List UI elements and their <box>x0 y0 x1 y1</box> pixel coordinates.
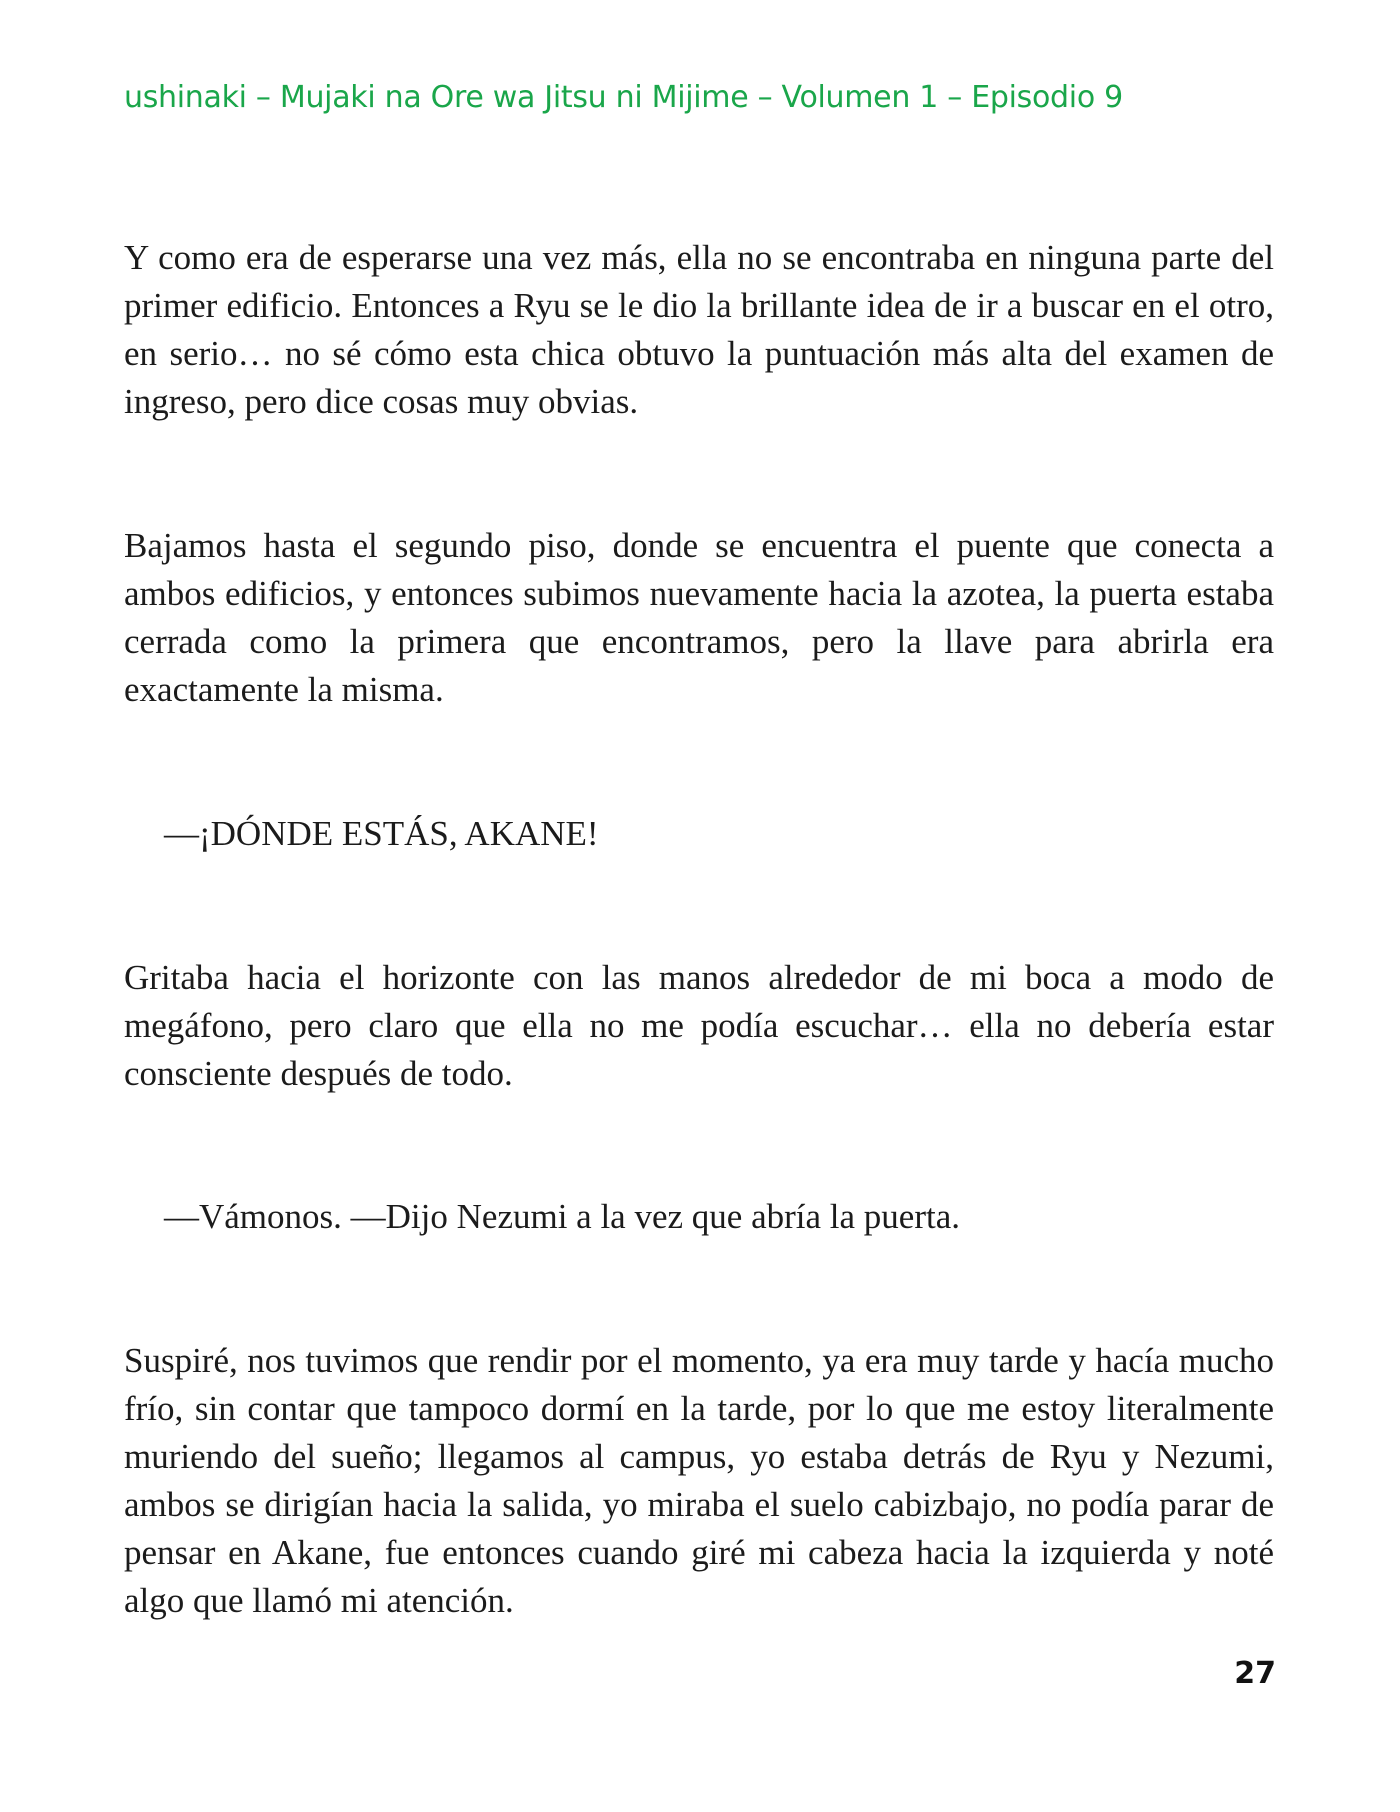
dialogue-line-1: —¡DÓNDE ESTÁS, AKANE! <box>164 814 599 853</box>
paragraph-1: Y como era de esperarse una vez más, ella no se encontraba en ninguna parte del primer edificio. Entonces a Ryu se le dio la brillante idea de ir a buscar en el otro, en serio… no sé cómo esta chica obtuvo la puntuación más alta del examen de ingreso, pero dice cosas muy obvias. <box>124 238 1274 421</box>
paragraph-4: Suspiré, nos tuvimos que rendir por el momento, ya era muy tarde y hacía mucho frío, sin contar que tampoco dormí en la tarde, por lo que me estoy literalmente muriendo del sueño; llegamos al campus, yo estaba detrás de Ryu y Nezumi, ambos se dirigían hacia la salida, yo miraba el suelo cabizbajo, no podía parar de pensar en Akane, fue entonces cuando giré mi cabeza hacia la izquierda y noté algo que llamó mi atención. <box>124 1341 1274 1620</box>
paragraph-3: Gritaba hacia el horizonte con las manos alrededor de mi boca a modo de megáfono, pero claro que ella no me podía escuchar… ella no debería estar consciente después de todo. <box>124 958 1274 1093</box>
running-header: ushinaki – Mujaki na Ore wa Jitsu ni Mijime – Volumen 1 – Episodio 9 <box>124 80 1123 115</box>
dialogue-line-2: —Vámonos. —Dijo Nezumi a la vez que abría la puerta. <box>164 1197 960 1236</box>
page-number: 27 <box>1234 1656 1276 1691</box>
paragraph-2: Bajamos hasta el segundo piso, donde se encuentra el puente que conecta a ambos edificios, y entonces subimos nuevamente hacia la azotea, la puerta estaba cerrada como la primera que encontramos, pero la llave para abrirla era exactamente la misma. <box>124 526 1274 709</box>
